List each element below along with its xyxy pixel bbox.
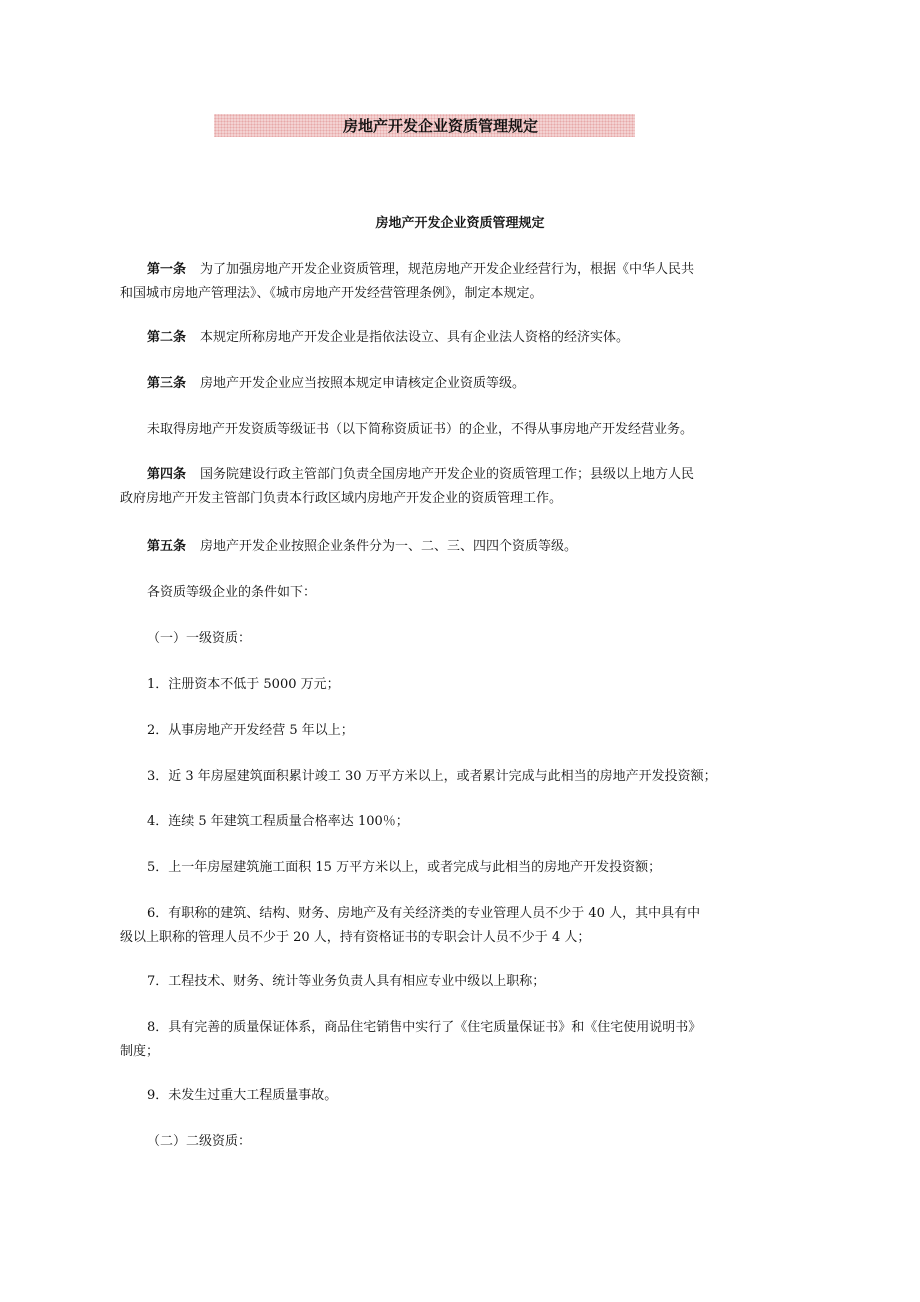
list-item (120, 970, 732, 994)
article-label: 第四条 (147, 467, 187, 482)
article-text-continued: 和国城市房地产管理法》、《城市房地产开发经营管理条例》，制定本规定。 (120, 286, 543, 301)
article-text: 为了加强房地产开发企业资质管理，规范房地产开发企业经营行为，根据《中华人民共 (200, 262, 695, 277)
banner-title: 房地产开发企业资质管理规定 (342, 117, 538, 135)
section-heading-text: （二）二级资质： (147, 1134, 252, 1149)
section-heading (120, 627, 732, 651)
list-item (120, 719, 732, 743)
paragraph-text: 各资质等级企业的条件如下： (147, 585, 317, 600)
article-label: 第一条 (147, 262, 187, 277)
list-item-text: 5．上一年房屋建筑施工面积 15 万平方米以上，或者完成与此相当的房地产开发投资额； (147, 860, 662, 875)
list-item-text: 2．从事房地产开发经营 5 年以上； (147, 723, 354, 738)
list-item (120, 1016, 732, 1064)
paragraph (120, 581, 732, 605)
list-item (120, 810, 732, 834)
document-title: 房地产开发企业资质管理规定 (375, 216, 545, 231)
paragraph-text: 未取得房地产开发资质等级证书（以下简称资质证书）的企业，不得从事房地产开发经营业务。 (147, 422, 694, 437)
paragraph (120, 418, 732, 442)
article-text: 房地产开发企业应当按照本规定申请核定企业资质等级。 (200, 376, 526, 391)
list-item-text: 7．工程技术、财务、统计等业务负责人具有相应专业中级以上职称； (147, 974, 546, 989)
article-text-continued: 政府房地产开发主管部门负责本行政区域内房地产开发企业的资质管理工作。 (120, 491, 563, 506)
section-heading (120, 1130, 732, 1154)
article-text: 本规定所称房地产开发企业是指依法设立、具有企业法人资格的经济实体。 (200, 330, 630, 345)
list-item-text: 9．未发生过重大工程质量事故。 (147, 1088, 338, 1103)
article-4 (120, 463, 732, 511)
article-1 (120, 258, 732, 306)
list-item-text: 1．注册资本不低于 5000 万元； (147, 677, 340, 692)
section-heading-text: （一）一级资质： (147, 631, 252, 646)
list-item (120, 856, 732, 880)
article-label: 第三条 (147, 376, 187, 391)
article-2 (120, 326, 732, 350)
article-3 (120, 372, 732, 396)
list-item-text: 8．具有完善的质量保证体系，商品住宅销售中实行了《住宅质量保证书》和《住宅使用说明书》 (147, 1020, 702, 1035)
list-item-text: 6．有职称的建筑、结构、财务、房地产及有关经济类的专业管理人员不少于 40 人，其中具有中 (147, 906, 701, 921)
list-item-text: 4．连续 5 年建筑工程质量合格率达 100％； (147, 814, 409, 829)
article-text: 房地产开发企业按照企业条件分为一、二、三、四四个资质等级。 (200, 539, 578, 554)
list-item (120, 673, 732, 697)
article-text: 国务院建设行政主管部门负责全国房地产开发企业的资质管理工作；县级以上地方人民 (200, 467, 695, 482)
article-5 (120, 535, 732, 559)
title-banner (214, 114, 635, 137)
article-label: 第五条 (147, 539, 187, 554)
list-item-text-continued: 级以上职称的管理人员不少于 20 人，持有资格证书的专职会计人员不少于 4 人； (120, 930, 591, 945)
list-item-text-continued: 制度； (120, 1044, 160, 1059)
list-item (120, 765, 732, 789)
list-item-text: 3．近 3 年房屋建筑面积累计竣工 30 万平方米以上，或者累计完成与此相当的房地产开发投资额； (147, 769, 717, 784)
article-label: 第二条 (147, 330, 187, 345)
list-item (120, 902, 732, 950)
list-item (120, 1084, 732, 1108)
